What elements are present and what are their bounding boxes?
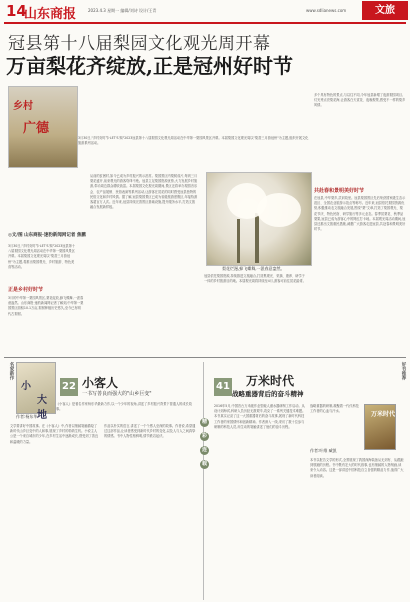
column-b: 3月的中华第一梨园风景区,梨花绽放,蜂飞蝶舞,一派春意盎然。山东商报·速豹新闻网记者了解到,中华第一梨园景区面积10.1万亩,梨树种植历史悠久,至今已有明代古梨树。 <box>8 296 84 316</box>
book-author-right: 作者:叶维 臧凯 <box>310 448 337 453</box>
column-a: 3月30日,"乡村好时节·LET'S 购"2023冠县第十八届梨园文化观光周活动在中华第一梨园风景区开幕。本届梨园文化观光周以"梨香三月游冠州"为主题,将推出梨园观光、乡村旅游、特色美食等活动。 <box>8 244 76 269</box>
strip-label: 连 <box>201 447 207 453</box>
book-column-2: 作品以朴实的语言,讲述了一个个感人至深的故事。作者说,希望通过这部作品,让读者感受到新时代乡村的变化,以及人与人之间真挚的情感。书中人物性格鲜明,情节跌宕起伏。 <box>104 424 196 439</box>
book-column-1: 文学要讲好中国故事。在《小客人》中,作者以细腻笔触描绘了新时代山乡巨变中的人和事,展现了乡村的勃勃生机。小说主人公是一个来自城市的少年,在乡村生活中逐渐成长,感受到了善良和温暖的力量。 <box>10 424 99 444</box>
section-label-right: 好书推荐 <box>401 362 406 380</box>
kicker-headline: 冠县第十八届梨园文化观光周开幕 <box>8 34 271 54</box>
column-c: 从前的贫困村,如今已成为乡村振兴的示范村。梨园景区内梨树成片,每到三月梨花盛开,前来观光的游客络绎不绝。冠县立足梨园资源优势,大力发展乡村旅游,带动周边群众增收致富。本届梨园文化观光周期间,景区还将举办梨园音乐会、农产品展销、民俗表演等系列活动,让游客在赏花的同时感受冠县独特的民俗文化和乡村风情。据了解,冠县梨园景区已成为省级旅游度假区,年接待游客超百万人次。近年来,冠县持续完善景区基础设施,提升服务水平,打造文旅融合发展新样板。 <box>90 174 198 210</box>
tree-trunk <box>255 213 259 263</box>
lead-paragraph: 3月30日,"乡村好时节·LET'S 购"2023冠县第十八届梨园文化观光周活动在中华第一梨园风景区开幕。本届梨园文化观光周以"梨香三月游冠州"为主题,组织开展文化旅游系列活动。 <box>78 136 309 146</box>
book-cover-text-right: 万米时代 <box>371 411 396 418</box>
strip-label: 精 <box>201 419 207 425</box>
blossom-cluster <box>257 193 301 227</box>
photo-pear-blossom <box>206 172 312 266</box>
section-label-left: 名家新作 <box>9 362 14 380</box>
strip-label: 载 <box>201 461 207 467</box>
book-author: 作者:杨东华 <box>16 414 38 419</box>
column-e: 冠县依托梨园资源,持续推进文旅融合,打造集观光、采摘、康养、研学于一体的乡村旅游目的地。本届观光周将持续至4月,游客可前往赏花踏青。 <box>204 274 306 284</box>
section-tag: 文旅 <box>362 1 408 20</box>
book-subtitle-right: 战略重器背后的奋斗精神 <box>232 390 304 398</box>
book-cover-image-right <box>364 404 396 450</box>
tree-trunk <box>237 219 240 263</box>
newspaper-name: 山东商报 <box>24 7 77 22</box>
right-book-column-2: 战略重器的研制,凝聚着一代代科技工作者的心血与汗水。 <box>310 404 359 414</box>
book-cover-text-1: 小 <box>21 381 31 392</box>
right-book-column-1: 2016年5月,中国首台万米级作业型载人潜水器研制工作启动。从设计到海试,科研人员历经无数艰辛,攻克了一系列关键技术难题。本书真实记录了这一大国重器背后的奋斗故事,展现了新时代科技工作者的家国情怀和创新精神。作者深入一线,采访了数十位参与研制的科技人员,用生动的笔触讲述了他们的奋斗历程。 <box>214 404 306 429</box>
book-title: 小客人 <box>82 376 119 390</box>
photo-title-1: 乡村 <box>13 101 33 112</box>
photo-pear-village <box>8 86 78 168</box>
book-title-right: 万米时代 <box>246 374 295 388</box>
book-cover-text-2: 大地 <box>37 395 47 421</box>
subhead-1: 正是乡村好时节 <box>8 287 44 293</box>
right-book-column-3: 本书以报告文学的形式,全景展现了我国深海装备从无到有、从跟跑到领跑的历程。书中既有宏大的时代叙事,也有细腻的人物刻画,读来令人动容。这是一部讲述中国科技自立自强的精品力作,值得广大读者阅读。 <box>310 458 404 478</box>
page-number: 14 <box>6 2 27 20</box>
issue-badge: 22 <box>60 378 78 396</box>
book-lead: 《小客人》是著名作家杨东华最新力作,以一个少年的视角,讲述了乡村振兴背景下普通人的成长故事。 <box>56 402 192 412</box>
byline: ◎文/图 山东商报·速豹新闻网记者 焦鹏 <box>8 233 86 238</box>
right-column-1: 多个具有特色的景点,与以往不同,今年冠县新增了夜游梨园项目,灯光秀点亮梨花海,让游客白天赏花、夜晚观景,感受不一样的梨乡风情。 <box>314 93 406 108</box>
section-divider <box>4 357 406 358</box>
right-column-2: 在冠县,中华梨乡,武训故里。冠县梨园景区先后荣获国家级生态示范区、全国农业旅游示范点等称号。近年来,冠县依托梨园资源优势,积极推动农文旅融合发展,围绕"梨"文章,打造了梨园观光、梨花节庆、特色民宿、研学旅行等多元业态。春季赏梨花、秋季品梨果,冠县已成为游客心中的网红打卡地。本届观光周活动期间,冠县还推出文旅惠民措施,诚邀广大游客走进冠县,共赴春和景明美好时节。 <box>314 196 406 232</box>
date-line: 2023.4.3 星期一 编辑/刘诗 设计/王青 <box>88 8 157 13</box>
strip-label: 彩 <box>201 433 207 439</box>
photo-title-2: 广德 <box>23 121 50 136</box>
issue-badge-right: 41 <box>214 378 232 396</box>
header-rule <box>4 22 406 24</box>
center-strip <box>198 362 210 600</box>
site-url[interactable]: www.sdlianews.com <box>306 8 347 13</box>
photo-caption: 梨花烂漫,蜂飞蝶舞,一派春意盎然。 <box>222 266 285 271</box>
book-subtitle: 一书写善良而强大的"山乡巨变" <box>82 391 152 397</box>
subhead-right: 共赴春和景明美好时节 <box>314 188 365 194</box>
main-headline: 万亩梨花齐绽放,正是冠州好时节 <box>6 54 293 78</box>
